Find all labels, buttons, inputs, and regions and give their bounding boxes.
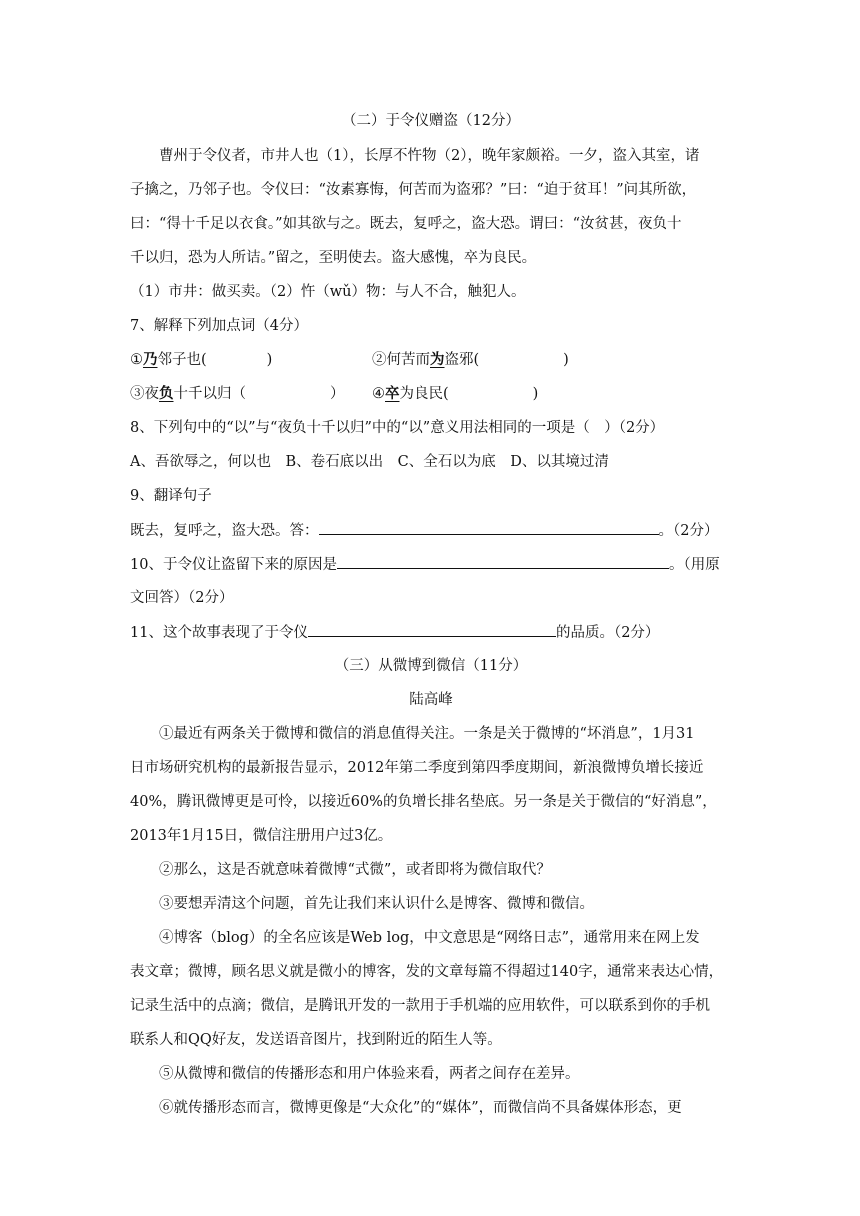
question-8-options: A、吾欲辱之，何以也 B、卷石底以出 C、全石以为底 D、以其境过清: [130, 454, 609, 470]
question-11: 11、这个故事表现了于令仪 的品质。（2分）: [130, 622, 732, 643]
passage-line: 千以归，恐为人所诘。”留之，至明使去。盗大感愧，卒为良民。: [130, 250, 537, 266]
paragraph-line: 表文章；微博，顾名思义就是微小的博客，发的文章每篇不得超过140字，通常来表达心情，: [130, 964, 724, 980]
q7-c: ③夜负十千以归（ ）: [130, 385, 345, 402]
paragraph-line: ⑤从微博和微信的传播形态和用户体验来看，两者之间存在差异。: [159, 1066, 580, 1082]
q7-d: ④卒为良民( ): [372, 385, 539, 402]
q7-b: ②何苦而为盗邪( ): [372, 351, 569, 368]
question-9-answer: 既去，复呼之，盗大恐。答： 。（2分）: [130, 520, 732, 541]
q7-a: ①乃邻子也( ): [130, 351, 273, 368]
paragraph-line: ⑥就传播形态而言，微博更像是“大众化”的“媒体”，而微信尚不具备媒体形态，更: [159, 1100, 682, 1116]
dotted-word: 卒: [385, 385, 400, 402]
passage-line: 曰：“得十千足以衣食。”如其欲与之。既去，复呼之，盗大恐。谓曰：“汝贫甚，夜负十: [130, 216, 682, 232]
passage-line: 子擒之，乃邻子也。令仪曰：“汝素寡悔，何苦而为盗邪？”曰：“迫于贫耳！”问其所欲，: [130, 182, 697, 198]
question-7-stem: 7、解释下列加点词（4分）: [130, 318, 308, 334]
question-10: 10、于令仪让盗留下来的原因是 。（用原: [130, 554, 732, 575]
answer-blank[interactable]: [319, 520, 659, 535]
dotted-word: 为: [430, 351, 445, 368]
question-7-row-1: [130, 350, 732, 370]
section-title: （二）于令仪赠盗（12分）: [342, 113, 520, 129]
answer-blank[interactable]: [308, 622, 556, 637]
dotted-word: 乃: [143, 351, 158, 368]
answer-blank[interactable]: [337, 554, 669, 569]
paragraph-line: 联系人和QQ好友，发送语音图片，找到附近的陌生人等。: [130, 1032, 502, 1048]
passage-line: 曹州于令仪者，市井人也（1），长厚不忤物（2），晚年家颇裕。一夕，盗入其室，诸: [159, 148, 700, 164]
question-7-row-2: [130, 384, 732, 404]
author: 陆高峰: [409, 692, 453, 708]
paragraph-line: 记录生活中的点滴；微信，是腾讯开发的一款用于手机端的应用软件，可以联系到你的手机: [130, 998, 710, 1014]
question-9-stem: 9、翻译句子: [130, 488, 212, 504]
paragraph-line: 40%，腾讯微博更是可怜，以接近60%的负增长排名垫底。另一条是关于微信的“好消息”，: [130, 794, 717, 810]
annotation-note: （1）市井：做买卖。（2）忤（wǔ）物：与人不合，触犯人。: [130, 284, 526, 300]
paragraph-line: ②那么，这是否就意味着微博“式微”，或者即将为微信取代？: [159, 862, 551, 878]
dotted-word: 负: [159, 385, 174, 402]
paragraph-line: ④博客（blog）的全名应该是Web log，中文意思是“网络日志”，通常用来在网上发: [159, 930, 700, 946]
paragraph-line: 2013年1月15日，微信注册用户过3亿。: [130, 828, 393, 844]
paragraph-line: 日市场研究机构的最新报告显示，2012年第二季度到第四季度期间，新浪微博负增长接近: [130, 760, 704, 776]
section-title: （三）从微博到微信（11分）: [334, 658, 528, 674]
question-8-stem: 8、下列句中的“以”与“夜负十千以归”中的“以”意义用法相同的一项是（ ）（2分）: [130, 420, 665, 436]
paragraph-line: ①最近有两条关于微博和微信的消息值得关注。一条是关于微博的“坏消息”，1月31: [159, 726, 695, 742]
question-10-cont: 文回答）（2分）: [130, 590, 234, 606]
paragraph-line: ③要想弄清这个问题，首先让我们来认识什么是博客、微博和微信。: [159, 896, 594, 912]
